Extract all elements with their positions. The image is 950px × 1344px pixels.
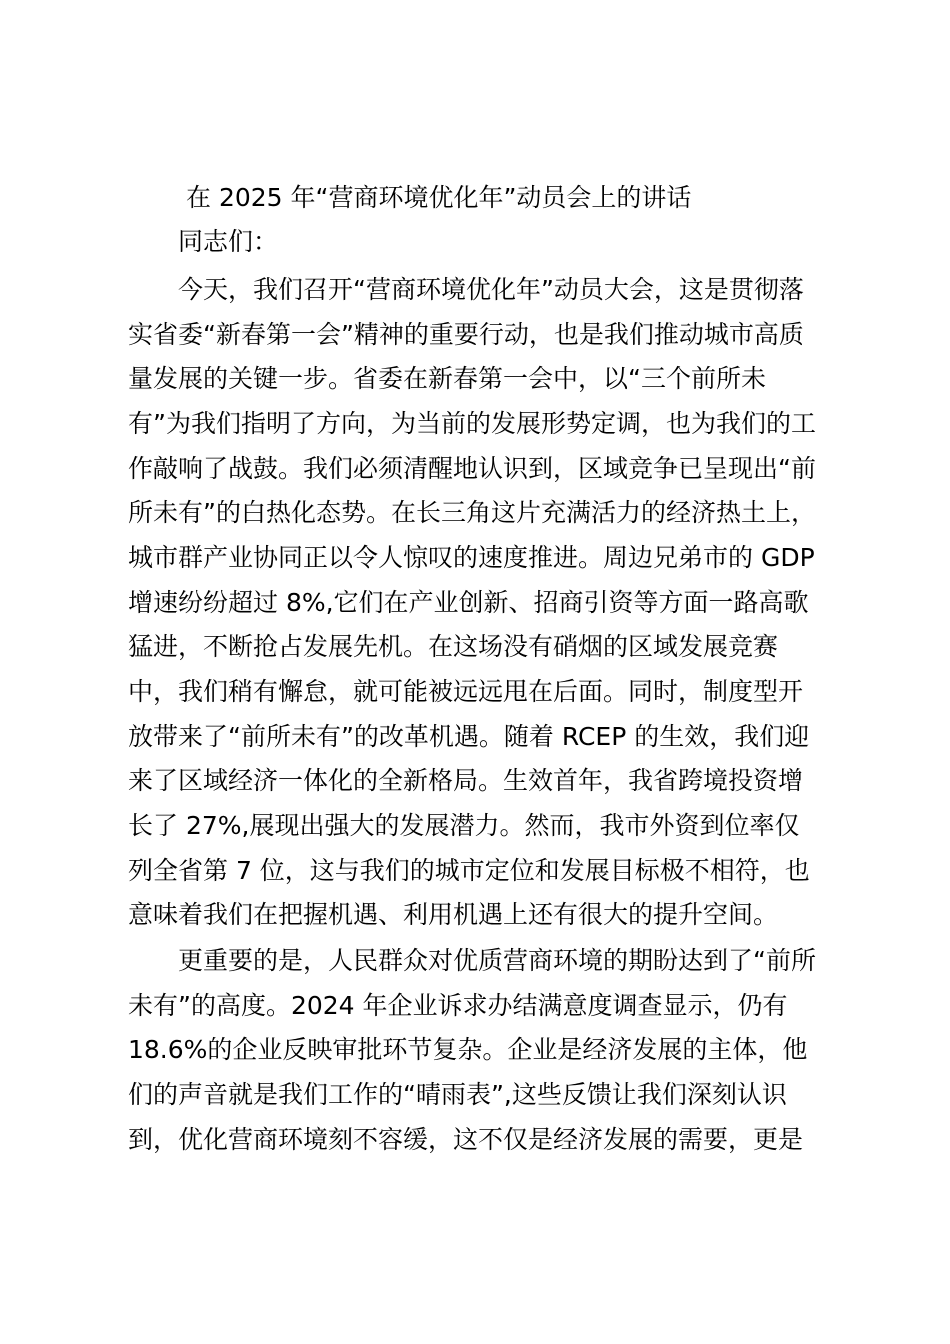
- text-line: 猛进，不断抢占发展先机。在这场没有硝烟的区域发展竞赛: [128, 632, 779, 661]
- text-line: 作敲响了战鼓。我们必须清醒地认识到，区域竞争已呈现出“前: [128, 454, 816, 483]
- text-line: 18.6%的企业反映审批环节复杂。企业是经济发展的主体，他: [128, 1035, 808, 1064]
- text-line: 有”为我们指明了方向，为当前的发展形势定调，也为我们的工: [128, 409, 816, 438]
- text-line: 们的声音就是我们工作的“晴雨表”,这些反馈让我们深刻认识: [128, 1080, 787, 1109]
- text-line: 列全省第 7 位，这与我们的城市定位和发展目标极不相符，也: [128, 856, 810, 885]
- text-line: 量发展的关键一步。省委在新春第一会中，以“三个前所未: [128, 364, 766, 393]
- text-line: 意味着我们在把握机遇、利用机遇上还有很大的提升空间。: [128, 900, 779, 929]
- text-line: 增速纷纷超过 8%,它们在产业创新、招商引资等方面一路高歌: [128, 588, 809, 617]
- text-line: 未有”的高度。2024 年企业诉求办结满意度调查显示，仍有: [128, 991, 788, 1020]
- text-line: 更重要的是，人民群众对优质营商环境的期盼达到了“前所: [178, 946, 816, 975]
- text-line: 城市群产业协同正以令人惊叹的速度推进。周边兄弟市的 GDP: [128, 543, 815, 572]
- text-line: 中，我们稍有懈怠，就可能被远远甩在后面。同时，制度型开: [128, 677, 804, 706]
- document-title: 在 2025 年“营商环境优化年”动员会上的讲话: [186, 183, 692, 212]
- text-line: 今天，我们召开“营商环境优化年”动员大会，这是贯彻落: [178, 275, 804, 304]
- salutation: 同志们：: [178, 227, 279, 256]
- text-line: 所未有”的白热化态势。在长三角这片充满活力的经济热土上，: [128, 498, 816, 527]
- text-line: 到，优化营商环境刻不容缓，这不仅是经济发展的需要，更是: [128, 1125, 804, 1154]
- text-line: 来了区域经济一体化的全新格局。生效首年，我省跨境投资增: [128, 766, 804, 795]
- text-line: 实省委“新春第一会”精神的重要行动，也是我们推动城市高质: [128, 320, 804, 349]
- text-line: 长了 27%,展现出强大的发展潜力。然而，我市外资到位率仅: [128, 811, 800, 840]
- text-line: 放带来了“前所未有”的改革机遇。随着 RCEP 的生效，我们迎: [128, 722, 810, 751]
